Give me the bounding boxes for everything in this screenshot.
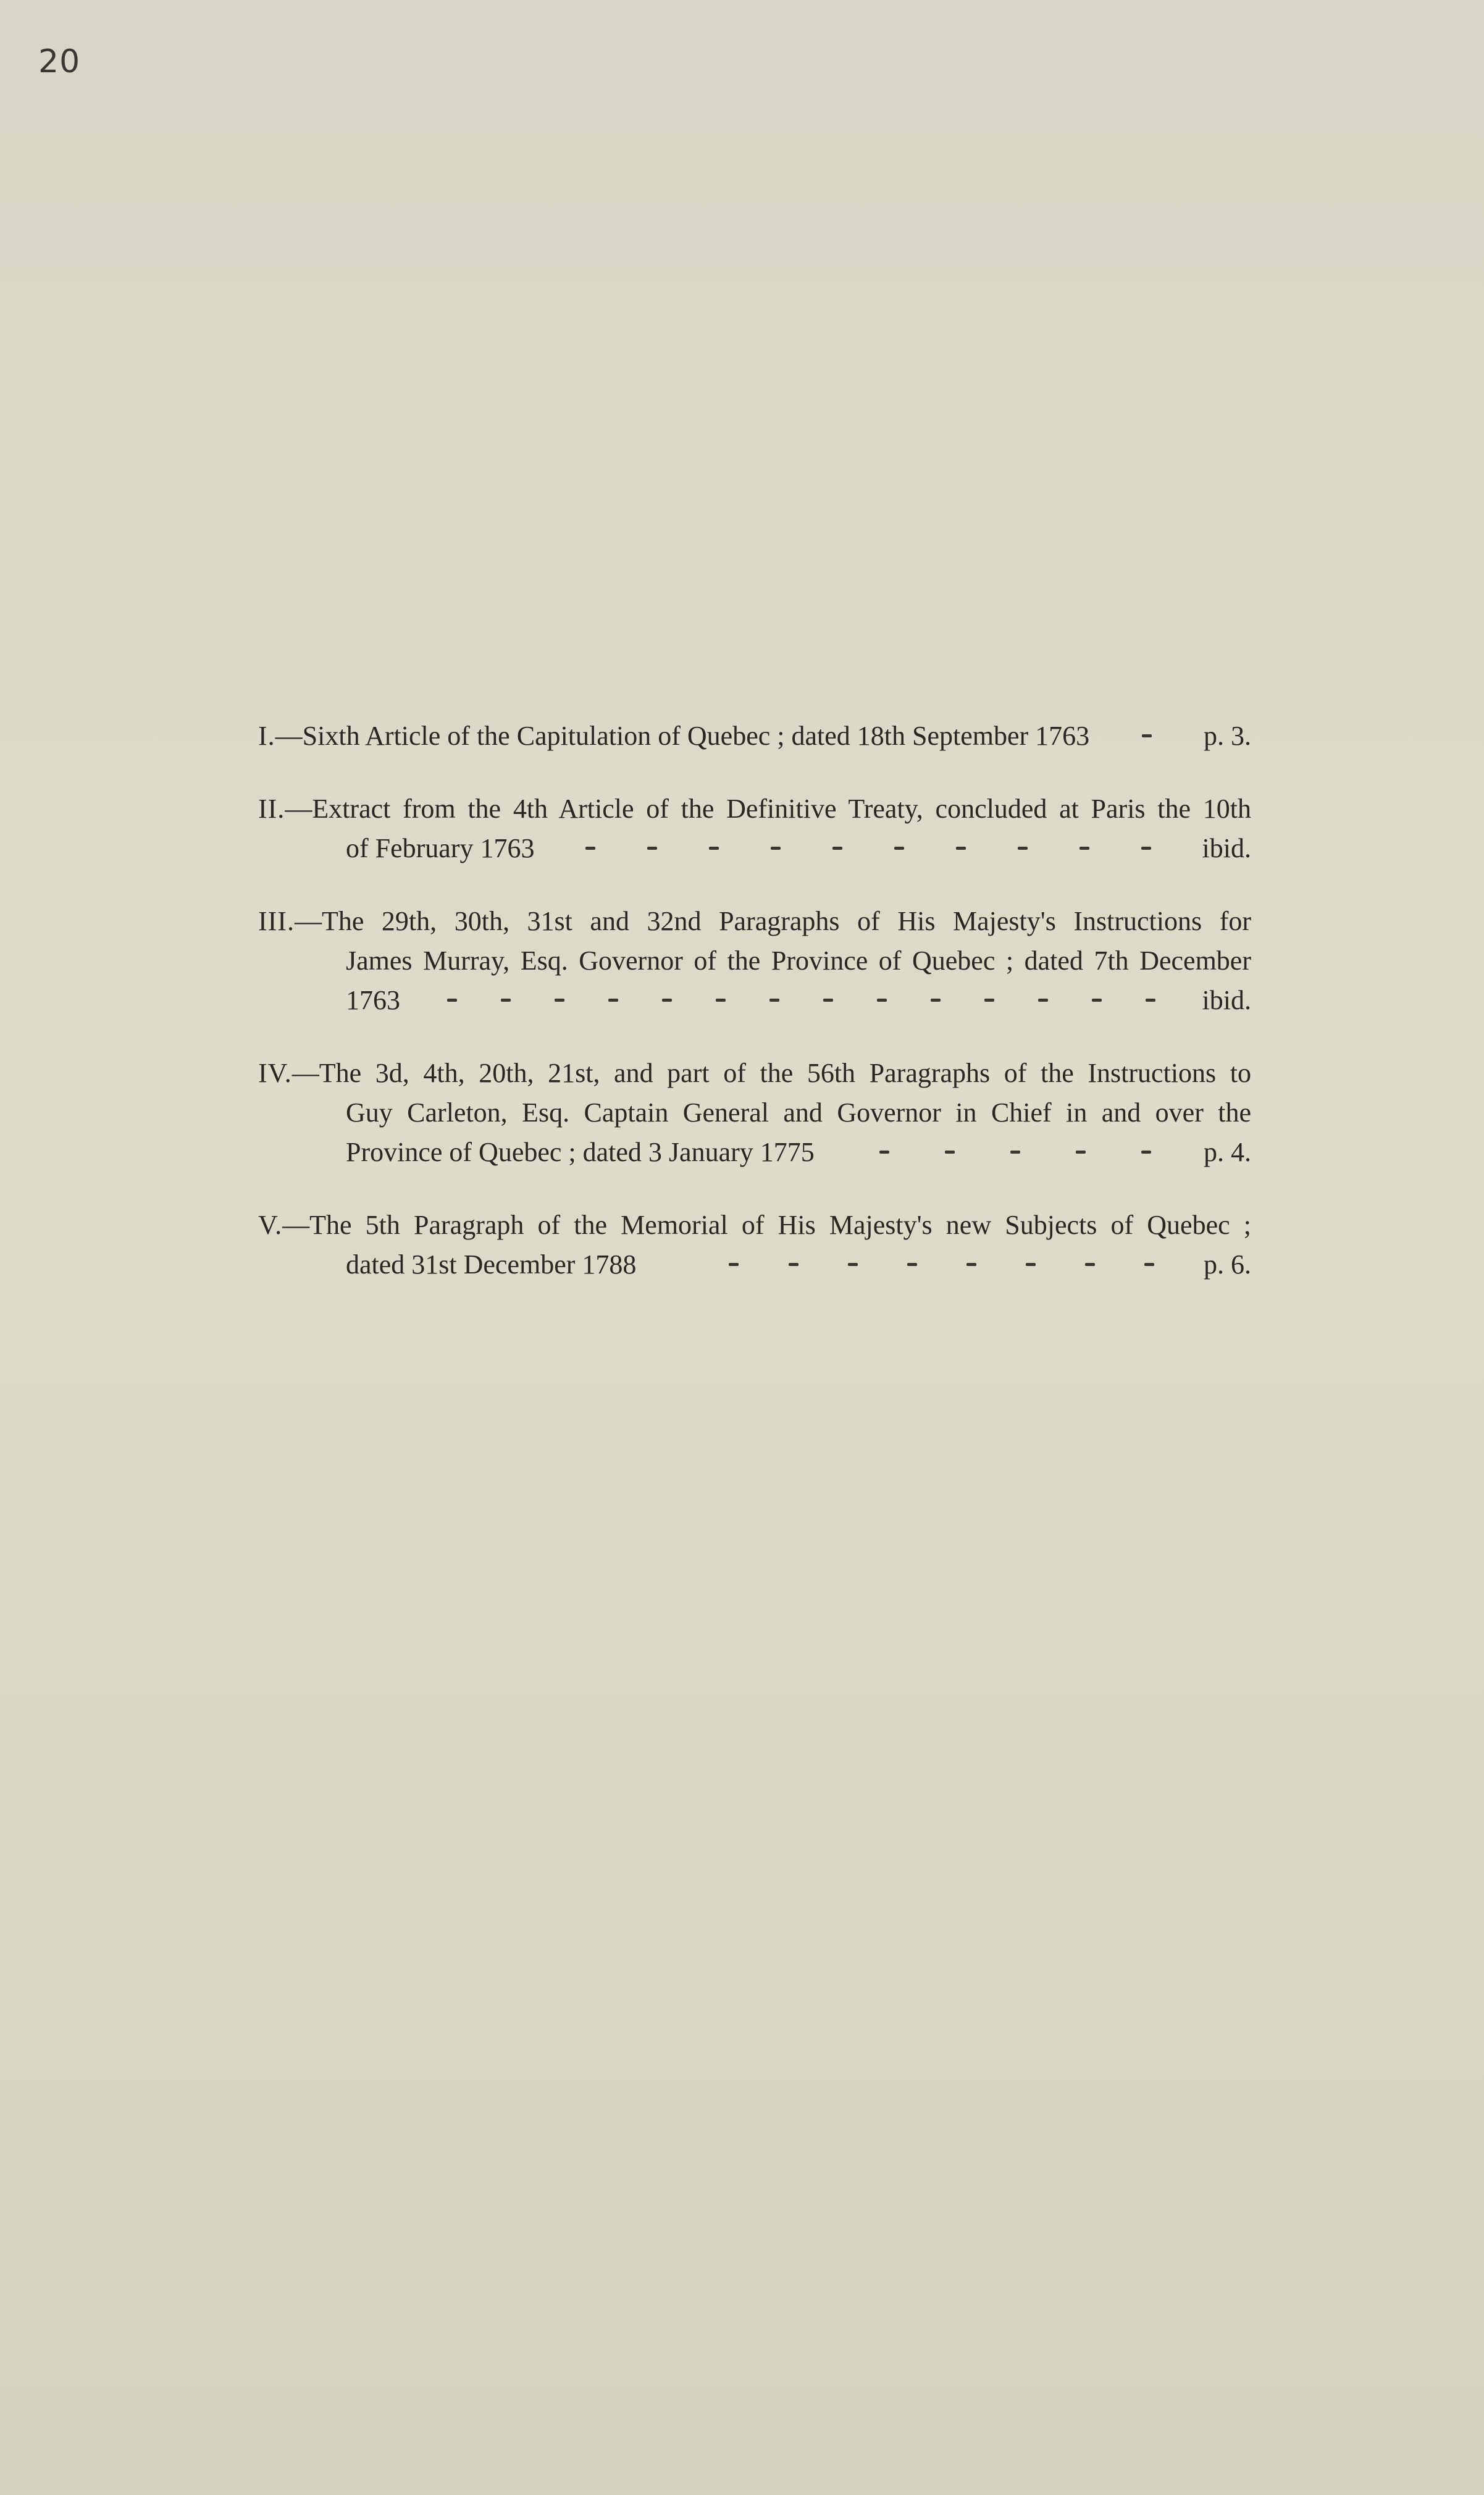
entry-text: —The 29th, 30th, 31st and 32nd Paragraphs of His Majesty's Instructions for xyxy=(294,906,1251,936)
entry-text: James Murray, Esq. Governor of the Province of Quebec ; dated 7th December xyxy=(346,946,1251,976)
dot-leaders xyxy=(535,854,1202,857)
contents-line xyxy=(258,1245,1251,1285)
entry-numeral: III. xyxy=(258,906,295,936)
entry-numeral: IV. xyxy=(258,1058,292,1088)
contents-line xyxy=(258,902,1251,941)
entry-text: —The 5th Paragraph of the Memorial of His Majesty's new Subjects of Quebec ; xyxy=(282,1210,1251,1240)
entry-text: of February 1763 xyxy=(346,833,535,863)
entry-text: —The 3d, 4th, 20th, 21st, and part of the 56th Paragraphs of the Instructions to xyxy=(291,1058,1251,1088)
page-reference: ibid. xyxy=(1202,985,1251,1015)
contents-line xyxy=(258,789,1251,829)
contents-line xyxy=(258,941,1251,981)
entry-text: Guy Carleton, Esq. Captain General and Governor in Chief in and over the xyxy=(346,1097,1251,1128)
entry-text: dated 31st December 1788 xyxy=(346,1249,637,1280)
page-reference: p. 4. xyxy=(1204,1137,1251,1167)
table-of-contents xyxy=(258,716,1251,1318)
entry-numeral: I. xyxy=(258,721,275,751)
entry-text: Province of Quebec ; dated 3 January 1775 xyxy=(346,1137,815,1167)
contents-entry-ii xyxy=(258,789,1251,868)
dot-leaders xyxy=(636,1270,1204,1273)
contents-line xyxy=(258,1206,1251,1245)
dot-leaders xyxy=(400,1006,1202,1009)
contents-entry-iii xyxy=(258,902,1251,1020)
contents-line xyxy=(258,1054,1251,1093)
contents-line xyxy=(258,829,1251,868)
page-reference: ibid. xyxy=(1202,833,1251,863)
contents-entry-v xyxy=(258,1206,1251,1285)
contents-entry-iv xyxy=(258,1054,1251,1172)
contents-entry-i xyxy=(258,716,1251,756)
page-reference: p. 3. xyxy=(1204,721,1251,751)
page-reference: p. 6. xyxy=(1204,1249,1251,1280)
contents-line xyxy=(258,1093,1251,1133)
page-number: 20 xyxy=(38,43,81,80)
contents-line xyxy=(258,716,1251,756)
dot-leaders xyxy=(1089,742,1204,745)
entry-numeral: V. xyxy=(258,1210,283,1240)
entry-text: —Sixth Article of the Capitulation of Quebec ; dated 18th September 1763 xyxy=(275,721,1090,751)
entry-numeral: II. xyxy=(258,794,285,824)
contents-line xyxy=(258,1133,1251,1172)
contents-line xyxy=(258,981,1251,1020)
entry-text: —Extract from the 4th Article of the Definitive Treaty, concluded at Paris the 10th xyxy=(285,794,1251,824)
dot-leaders xyxy=(815,1158,1204,1161)
entry-text: 1763 xyxy=(346,985,400,1015)
